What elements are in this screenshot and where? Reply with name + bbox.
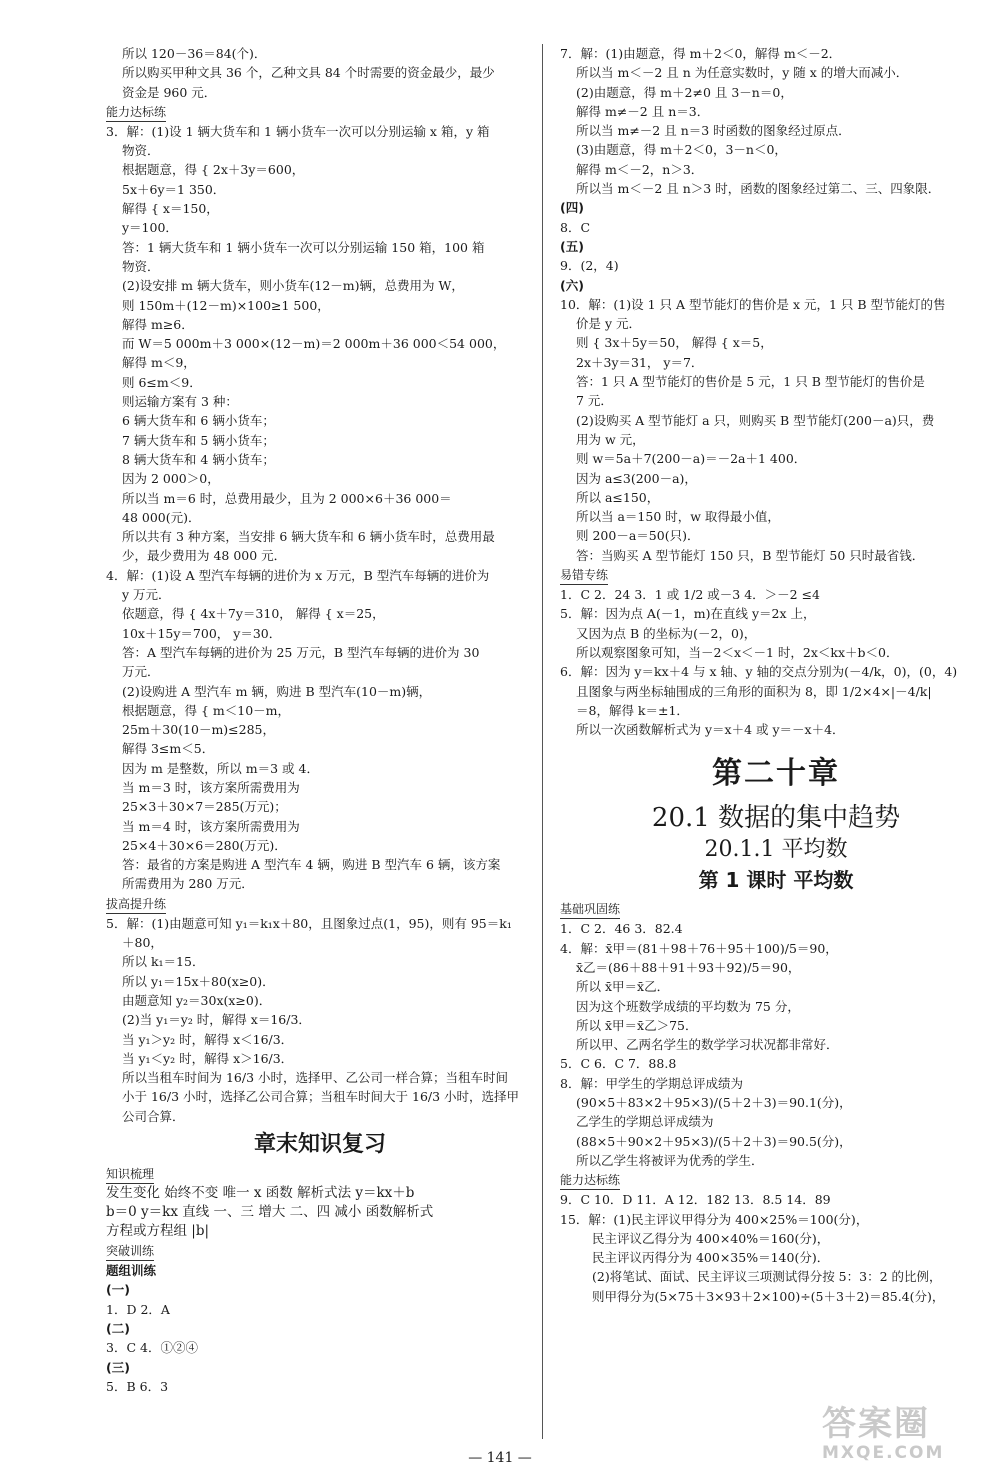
line-text: 能力达标练 (106, 104, 166, 122)
answer-line (560, 997, 992, 1016)
line-text: 2x＋3y＝31， y＝7． (576, 354, 704, 370)
line-text: 3．解：(1)设 1 辆大货车和 1 辆小货车一次可以分别运输 x 箱，y 箱 (106, 123, 490, 139)
answer-line (560, 720, 992, 739)
answer-line (560, 314, 992, 333)
answer-line (560, 1190, 992, 1209)
line-text: 所以当 m＝6 时，总费用最少，且为 2 000×6＋36 000＝ (122, 490, 452, 506)
line-text: (2)由题意，得 m＋2≠0 且 3－n＝0， (576, 84, 793, 100)
answer-line (106, 855, 534, 874)
answer-line (560, 121, 992, 140)
answer-line (106, 353, 534, 372)
line-text: 拔高提升练 (106, 896, 166, 914)
line-text: 答：1 辆大货车和 1 辆小货车一次可以分别运输 150 箱，100 箱 (122, 239, 485, 255)
answer-line (106, 218, 534, 237)
answer-line (106, 1010, 534, 1029)
answer-line (106, 1338, 534, 1357)
group-heading (560, 237, 992, 256)
line-text: 5．解：(1)由题意可知 y₁＝k₁x＋80，且图象过点(1，95)，则有 95＝k₁ (106, 915, 512, 931)
line-text: 3．C 4．①②④ (106, 1340, 198, 1356)
answer-line (106, 624, 534, 643)
group-heading (106, 1280, 534, 1299)
line-text: ＋80， (122, 935, 163, 951)
line-text: 8．C (560, 219, 591, 235)
line-text: 8 辆大货车和 4 辆小货车； (122, 451, 275, 467)
line-text: 则 6≤m＜9． (122, 374, 202, 390)
answer-line (560, 140, 992, 159)
line-text: 物资． (122, 143, 160, 159)
line-text: 5．解：因为点 A(－1，m)在直线 y＝2x 上， (560, 606, 816, 622)
answer-line (106, 63, 534, 82)
line-text: 15．解：(1)民主评议甲得分为 400×25%＝100(分)， (560, 1211, 869, 1227)
group-heading (106, 1358, 534, 1377)
answer-line (560, 218, 992, 237)
line-text: 所以 x̄甲＝x̄乙＞75． (576, 1017, 698, 1033)
line-text: (四) (560, 200, 584, 216)
answer-line (560, 160, 992, 179)
answer-line (560, 333, 992, 352)
answer-line (560, 1112, 992, 1131)
review-title: 章末知识复习 (253, 1132, 386, 1158)
answer-line (106, 469, 534, 488)
line-text: 9．C 10．D 11．A 12．182 13．8.5 14．89 (560, 1192, 831, 1208)
answer-line (106, 1087, 534, 1106)
answer-line (106, 238, 534, 257)
line-text: 5x＋6y＝1 350． (122, 181, 226, 197)
line-text: (五) (560, 238, 584, 254)
answer-line (106, 450, 534, 469)
line-text: (90×5＋83×2＋95×3)/(5＋2＋3)＝90.1(分)， (576, 1095, 852, 1111)
line-text: 解得 m≠－2 且 n＝3． (576, 103, 710, 119)
line-text: 4．解：x̄甲＝(81＋98＋76＋95＋100)/5＝90， (560, 940, 838, 956)
answer-line (560, 1248, 992, 1267)
answer-line (106, 373, 534, 392)
answer-line (106, 914, 534, 933)
answer-line (560, 488, 992, 507)
answer-line (106, 701, 534, 720)
answer-line (560, 83, 992, 102)
section-heading (560, 899, 992, 919)
answer-line (560, 1287, 992, 1306)
answer-line (560, 507, 992, 526)
answer-line (106, 585, 534, 604)
answer-line (106, 489, 534, 508)
line-text: (2)设安排 m 辆大货车，则小货车(12－m)辆，总费用为 W， (122, 278, 464, 294)
line-text: 所以当 m＜－2 且 n 为任意实数时，y 随 x 的增大而减小． (576, 65, 909, 81)
line-text: 民主评议丙得分为 400×35%＝140(分)． (592, 1250, 830, 1266)
line-text: 因为 m 是整数，所以 m＝3 或 4． (122, 760, 319, 776)
line-text: 9．(2，4) (560, 258, 619, 274)
answer-line (106, 604, 534, 623)
left-answer-lines (106, 44, 534, 1126)
answer-line (560, 353, 992, 372)
line-text: x̄乙＝(86＋88＋91＋93＋92)/5＝90， (576, 959, 801, 975)
line-text: 公司合算． (122, 1108, 185, 1124)
answer-line (560, 919, 992, 938)
line-text: 所以共有 3 种方案，当安排 6 辆大货车和 6 辆小货车时，总费用最 (122, 529, 495, 545)
left-column (106, 44, 534, 1396)
line-text: 因为 a≤3(200－a)， (576, 470, 697, 486)
answer-line (560, 1054, 992, 1073)
line-text: 所以 k₁＝15． (122, 954, 205, 970)
line-text: 根据题意，得 { m＜10－m， (122, 702, 291, 718)
line-text: 则 200－a＝50(只)． (576, 528, 700, 544)
answer-line (106, 991, 534, 1010)
line-text: 7 辆大货车和 5 辆小货车； (122, 432, 275, 448)
review-items (106, 1280, 534, 1396)
line-text: y 万元． (122, 587, 171, 603)
answer-line (106, 508, 534, 527)
page-number: — 141 — (468, 1450, 532, 1466)
line-text: 民主评议乙得分为 400×40%＝160(分)， (592, 1230, 830, 1246)
answer-line (106, 836, 534, 855)
line-text: 当 m＝4 时，该方案所需费用为 (122, 818, 300, 834)
line-text: 少，最少费用为 48 000 元． (122, 548, 287, 564)
answer-line (560, 526, 992, 545)
line-text: 解得 { x＝150， (122, 201, 219, 217)
line-text: 8．解：甲学生的学期总评成绩为 (560, 1075, 743, 1091)
answer-line (560, 546, 992, 565)
answer-line (560, 1229, 992, 1248)
answer-line (106, 334, 534, 353)
answer-line (106, 739, 534, 758)
line-text: (六) (560, 277, 584, 293)
answer-line (560, 958, 992, 977)
section-title: 20.1 数据的集中趋势 (651, 803, 901, 834)
line-text: 则 150m＋(12－m)×100≥1 500， (122, 297, 330, 313)
line-text: ＝8，解得 k＝±1． (576, 702, 689, 718)
line-text: 5．C 6．C 7．88.8 (560, 1056, 677, 1072)
line-text: (2)设购买 A 型节能灯 a 只，则购买 B 型节能灯(200－a)只，费 (576, 412, 935, 428)
line-text: 所以 a≤150， (576, 489, 660, 505)
answer-line (106, 933, 534, 952)
line-text: 答：A 型汽车每辆的进价为 25 万元，B 型汽车每辆的进价为 30 (122, 644, 480, 660)
answer-line (106, 315, 534, 334)
answer-line (106, 720, 534, 739)
line-text: 1．C 2．46 3．82.4 (560, 921, 683, 937)
answer-line (106, 662, 534, 681)
answer-line (106, 1049, 534, 1068)
line-text: 资金是 960 元． (122, 84, 217, 100)
line-text: (88×5＋90×2＋95×3)/(5＋2＋3)＝90.5(分)， (576, 1133, 852, 1149)
section-heading (106, 102, 534, 122)
line-text: 所以甲、乙两名学生的数学学习状况都非常好． (576, 1037, 839, 1053)
line-text: 则 w＝5a＋7(200－a)＝－2a＋1 400． (576, 451, 807, 467)
answer-line (106, 44, 534, 63)
watermark-url: MXQE.COM (822, 1443, 945, 1463)
line-text: 则甲得分为(5×75＋3×93＋2×100)÷(5＋3＋2)＝85.4(分)， (592, 1288, 945, 1304)
answer-line (106, 778, 534, 797)
answer-line (106, 1107, 534, 1126)
answer-line (106, 1377, 534, 1396)
right-column (560, 44, 992, 1306)
line-text: 解得 m≥6． (122, 316, 194, 332)
line-text: 且图象与两坐标轴围成的三角形的面积为 8，即 1/2×4×|－4/k| (576, 683, 932, 699)
answer-line (560, 1151, 992, 1170)
column-divider (542, 44, 543, 1439)
answer-line (106, 817, 534, 836)
answer-line (560, 179, 992, 198)
answer-line (560, 1267, 992, 1286)
line-text: 物资． (122, 258, 160, 274)
line-text: 则运输方案有 3 种： (122, 394, 238, 410)
line-text: 6．解：因为 y＝kx＋4 与 x 轴、y 轴的交点分别为(－4/k，0)，(0，4) (560, 664, 958, 680)
line-text: 4．解：(1)设 A 型汽车每辆的进价为 x 万元，B 型汽车每辆的进价为 (106, 567, 490, 583)
answer-line (560, 1074, 992, 1093)
answer-line (560, 411, 992, 430)
knowledge-line: b＝0 y＝kx 直线 一、三 增大 二、四 减小 函数解析式 (106, 1204, 434, 1221)
watermark-logo (822, 1405, 944, 1463)
line-text: 所以 y₁＝15x＋80(x≥0)． (122, 973, 275, 989)
section-heading (560, 1170, 992, 1190)
line-text: (2)设购进 A 型汽车 m 辆，购进 B 型汽车(10－m)辆， (122, 683, 432, 699)
line-text: 答：最省的方案是购进 A 型汽车 4 辆，购进 B 型汽车 6 辆，该方案 (122, 857, 501, 873)
line-text: (2)当 y₁＝y₂ 时，解得 x＝16/3． (122, 1012, 311, 1028)
answer-line (560, 372, 992, 391)
line-text: 答：当购买 A 型节能灯 150 只，B 型节能灯 50 只时最省钱． (576, 547, 925, 563)
answer-line (560, 469, 992, 488)
answer-line (560, 63, 992, 82)
answer-line (560, 295, 992, 314)
line-text: 当 y₁＞y₂ 时，解得 x＜16/3． (122, 1031, 294, 1047)
knowledge-line: 方程或方程组 |b| (106, 1223, 210, 1240)
group-heading (106, 1319, 534, 1338)
line-text: 易错专练 (560, 567, 608, 585)
line-text: 6 辆大货车和 6 辆小货车； (122, 413, 275, 429)
line-text: 根据题意，得 { 2x＋3y＝600， (122, 162, 305, 178)
line-text: 因为 2 000＞0， (122, 471, 220, 487)
answer-line (560, 1093, 992, 1112)
line-text: 能力达标练 (560, 1172, 620, 1190)
line-text: 乙学生的学期总评成绩为 (576, 1114, 714, 1130)
answer-line (106, 431, 534, 450)
line-text: 价是 y 元． (576, 316, 642, 332)
line-text: 所以观察图象可知，当－2＜x＜－1 时，2x＜kx＋b＜0． (576, 644, 899, 660)
breakthrough-label: 突破训练 (106, 1243, 154, 1261)
line-text: (三) (106, 1359, 130, 1375)
line-text: 而 W＝5 000m＋3 000×(12－m)＝2 000m＋36 000＜54 000， (122, 336, 506, 352)
line-text: 解得 m＜9， (122, 355, 196, 371)
answer-line (560, 1210, 992, 1229)
line-text: (2)将笔试、面试、民主评议三项测试得分按 5：3：2 的比例， (592, 1269, 942, 1285)
knowledge-line: 发生变化 始终不变 唯一 x 函数 解析式法 y＝kx＋b (106, 1185, 415, 1202)
answer-line (560, 256, 992, 275)
answer-line (106, 643, 534, 662)
answer-line (560, 939, 992, 958)
line-text: 所以 x̄甲＝x̄乙． (576, 979, 670, 995)
answer-line (106, 952, 534, 971)
line-text: 10．解：(1)设 1 只 A 型节能灯的售价是 x 元，1 只 B 型节能灯的售 (560, 296, 946, 312)
line-text: 所以乙学生将被评为优秀的学生． (576, 1152, 764, 1168)
answer-line (106, 682, 534, 701)
answer-line (106, 1068, 534, 1087)
answer-line (106, 160, 534, 179)
line-text: 小于 16/3 小时，选择乙公司合算；当租车时间大于 16/3 小时，选择甲 (122, 1089, 520, 1105)
line-text: 所需费用为 280 万元． (122, 876, 254, 892)
answer-line (560, 449, 992, 468)
answer-line (560, 1016, 992, 1035)
line-text: 用为 w 元， (576, 431, 645, 447)
chapter-title: 第二十章 (712, 756, 840, 792)
answer-line (106, 797, 534, 816)
knowledge-lines (106, 1184, 534, 1241)
answer-line (106, 1300, 534, 1319)
answer-line (106, 1030, 534, 1049)
answer-line (106, 546, 534, 565)
answer-line (560, 643, 992, 662)
line-text: 所以当租车时间为 16/3 小时，选择甲、乙公司一样合算；当租车时间 (122, 1070, 509, 1086)
line-text: 7．解：(1)由题意，得 m＋2＜0，解得 m＜－2． (560, 46, 842, 61)
watermark-text: 答案圈 (822, 1404, 930, 1444)
section-heading (106, 894, 534, 914)
answer-line (106, 296, 534, 315)
group-heading (560, 276, 992, 295)
line-text: 25m＋30(10－m)≤285， (122, 722, 276, 738)
answer-line (560, 1132, 992, 1151)
line-text: 当 y₁＜y₂ 时，解得 x＞16/3． (122, 1050, 294, 1066)
answer-line (560, 1035, 992, 1054)
answer-line (560, 585, 992, 604)
line-text: 又因为点 B 的坐标为(－2，0)， (576, 625, 757, 641)
line-text: 则 { 3x＋5y＝50， 解得 { x＝5， (576, 335, 773, 351)
answer-line (560, 682, 992, 701)
answer-line (106, 276, 534, 295)
answer-line (106, 141, 534, 160)
answer-line (560, 604, 992, 623)
line-text: 25×4＋30×6＝280(万元)． (122, 837, 287, 853)
line-text: 1．C 2．24 3．1 或 1/2 或－3 4．＞－2 ≤4 (560, 587, 820, 603)
line-text: 基础巩固练 (560, 901, 620, 919)
line-text: 1．D 2．A (106, 1301, 170, 1317)
line-text: y＝100． (122, 220, 178, 236)
line-text: 10x＋15y＝700， y＝30． (122, 625, 282, 641)
answer-line (106, 972, 534, 991)
line-text: 所以购买甲种文具 36 个，乙种文具 84 个时需要的资金最少，最少 (122, 65, 495, 81)
line-text: 由题意知 y₂＝30x(x≥0)． (122, 992, 272, 1008)
answer-line (106, 199, 534, 218)
section-heading (560, 565, 992, 585)
right-bottom-answer-lines (560, 899, 992, 1306)
answer-line (106, 392, 534, 411)
line-text: 5．B 6．3 (106, 1378, 169, 1394)
answer-line (560, 624, 992, 643)
group-heading (560, 198, 992, 217)
answer-line (106, 411, 534, 430)
line-text: 万元． (122, 664, 160, 680)
line-text: (一) (106, 1282, 130, 1298)
right-top-answer-lines (560, 44, 992, 739)
groups-label: 题组训练 (106, 1263, 157, 1279)
answer-line (560, 701, 992, 720)
subsection-title: 20.1.1 平均数 (704, 837, 848, 863)
line-text: 48 000(元)． (122, 509, 201, 525)
line-text: 所以 120－36＝84(个)． (122, 46, 267, 61)
line-text: 答：1 只 A 型节能灯的售价是 5 元，1 只 B 型节能灯的售价是 (576, 374, 925, 390)
answer-line (106, 874, 534, 893)
line-text: 依题意，得 { 4x＋7y＝310， 解得 { x＝25， (122, 606, 385, 622)
line-text: 解得 3≤m＜5． (122, 741, 215, 757)
knowledge-label: 知识梳理 (106, 1166, 154, 1184)
line-text: 所以一次函数解析式为 y＝x＋4 或 y＝－x＋4． (576, 722, 845, 738)
line-text: 所以当 a＝150 时，w 取得最小值， (576, 509, 780, 525)
line-text: 解得 m＜－2，n＞3． (576, 161, 704, 177)
answer-line (560, 102, 992, 121)
answer-line (106, 83, 534, 102)
line-text: 所以当 m＜－2 且 n＞3 时，函数的图象经过第二、三、四象限． (576, 181, 941, 197)
line-text: (3)由题意，得 m＋2＜0，3－n＜0， (576, 142, 787, 158)
answer-line (560, 977, 992, 996)
answer-line (106, 180, 534, 199)
line-text: 当 m＝3 时，该方案所需费用为 (122, 779, 300, 795)
answer-line (106, 759, 534, 778)
line-text: 25×3＋30×7＝285(万元)； (122, 799, 287, 815)
line-text: (二) (106, 1320, 130, 1336)
line-text: 所以当 m≠－2 且 n＝3 时函数的图象经过原点． (576, 123, 851, 139)
answer-line (560, 44, 992, 63)
answer-line (560, 430, 992, 449)
line-text: 因为这个班数学成绩的平均数为 75 分， (576, 998, 800, 1014)
lesson-title: 第 1 课时 平均数 (698, 868, 854, 893)
answer-line (106, 122, 534, 141)
answer-line (106, 566, 534, 585)
answer-line (560, 662, 992, 681)
answer-line (106, 257, 534, 276)
line-text: 7 元． (576, 393, 613, 409)
answer-line (106, 527, 534, 546)
answer-line (560, 391, 992, 410)
